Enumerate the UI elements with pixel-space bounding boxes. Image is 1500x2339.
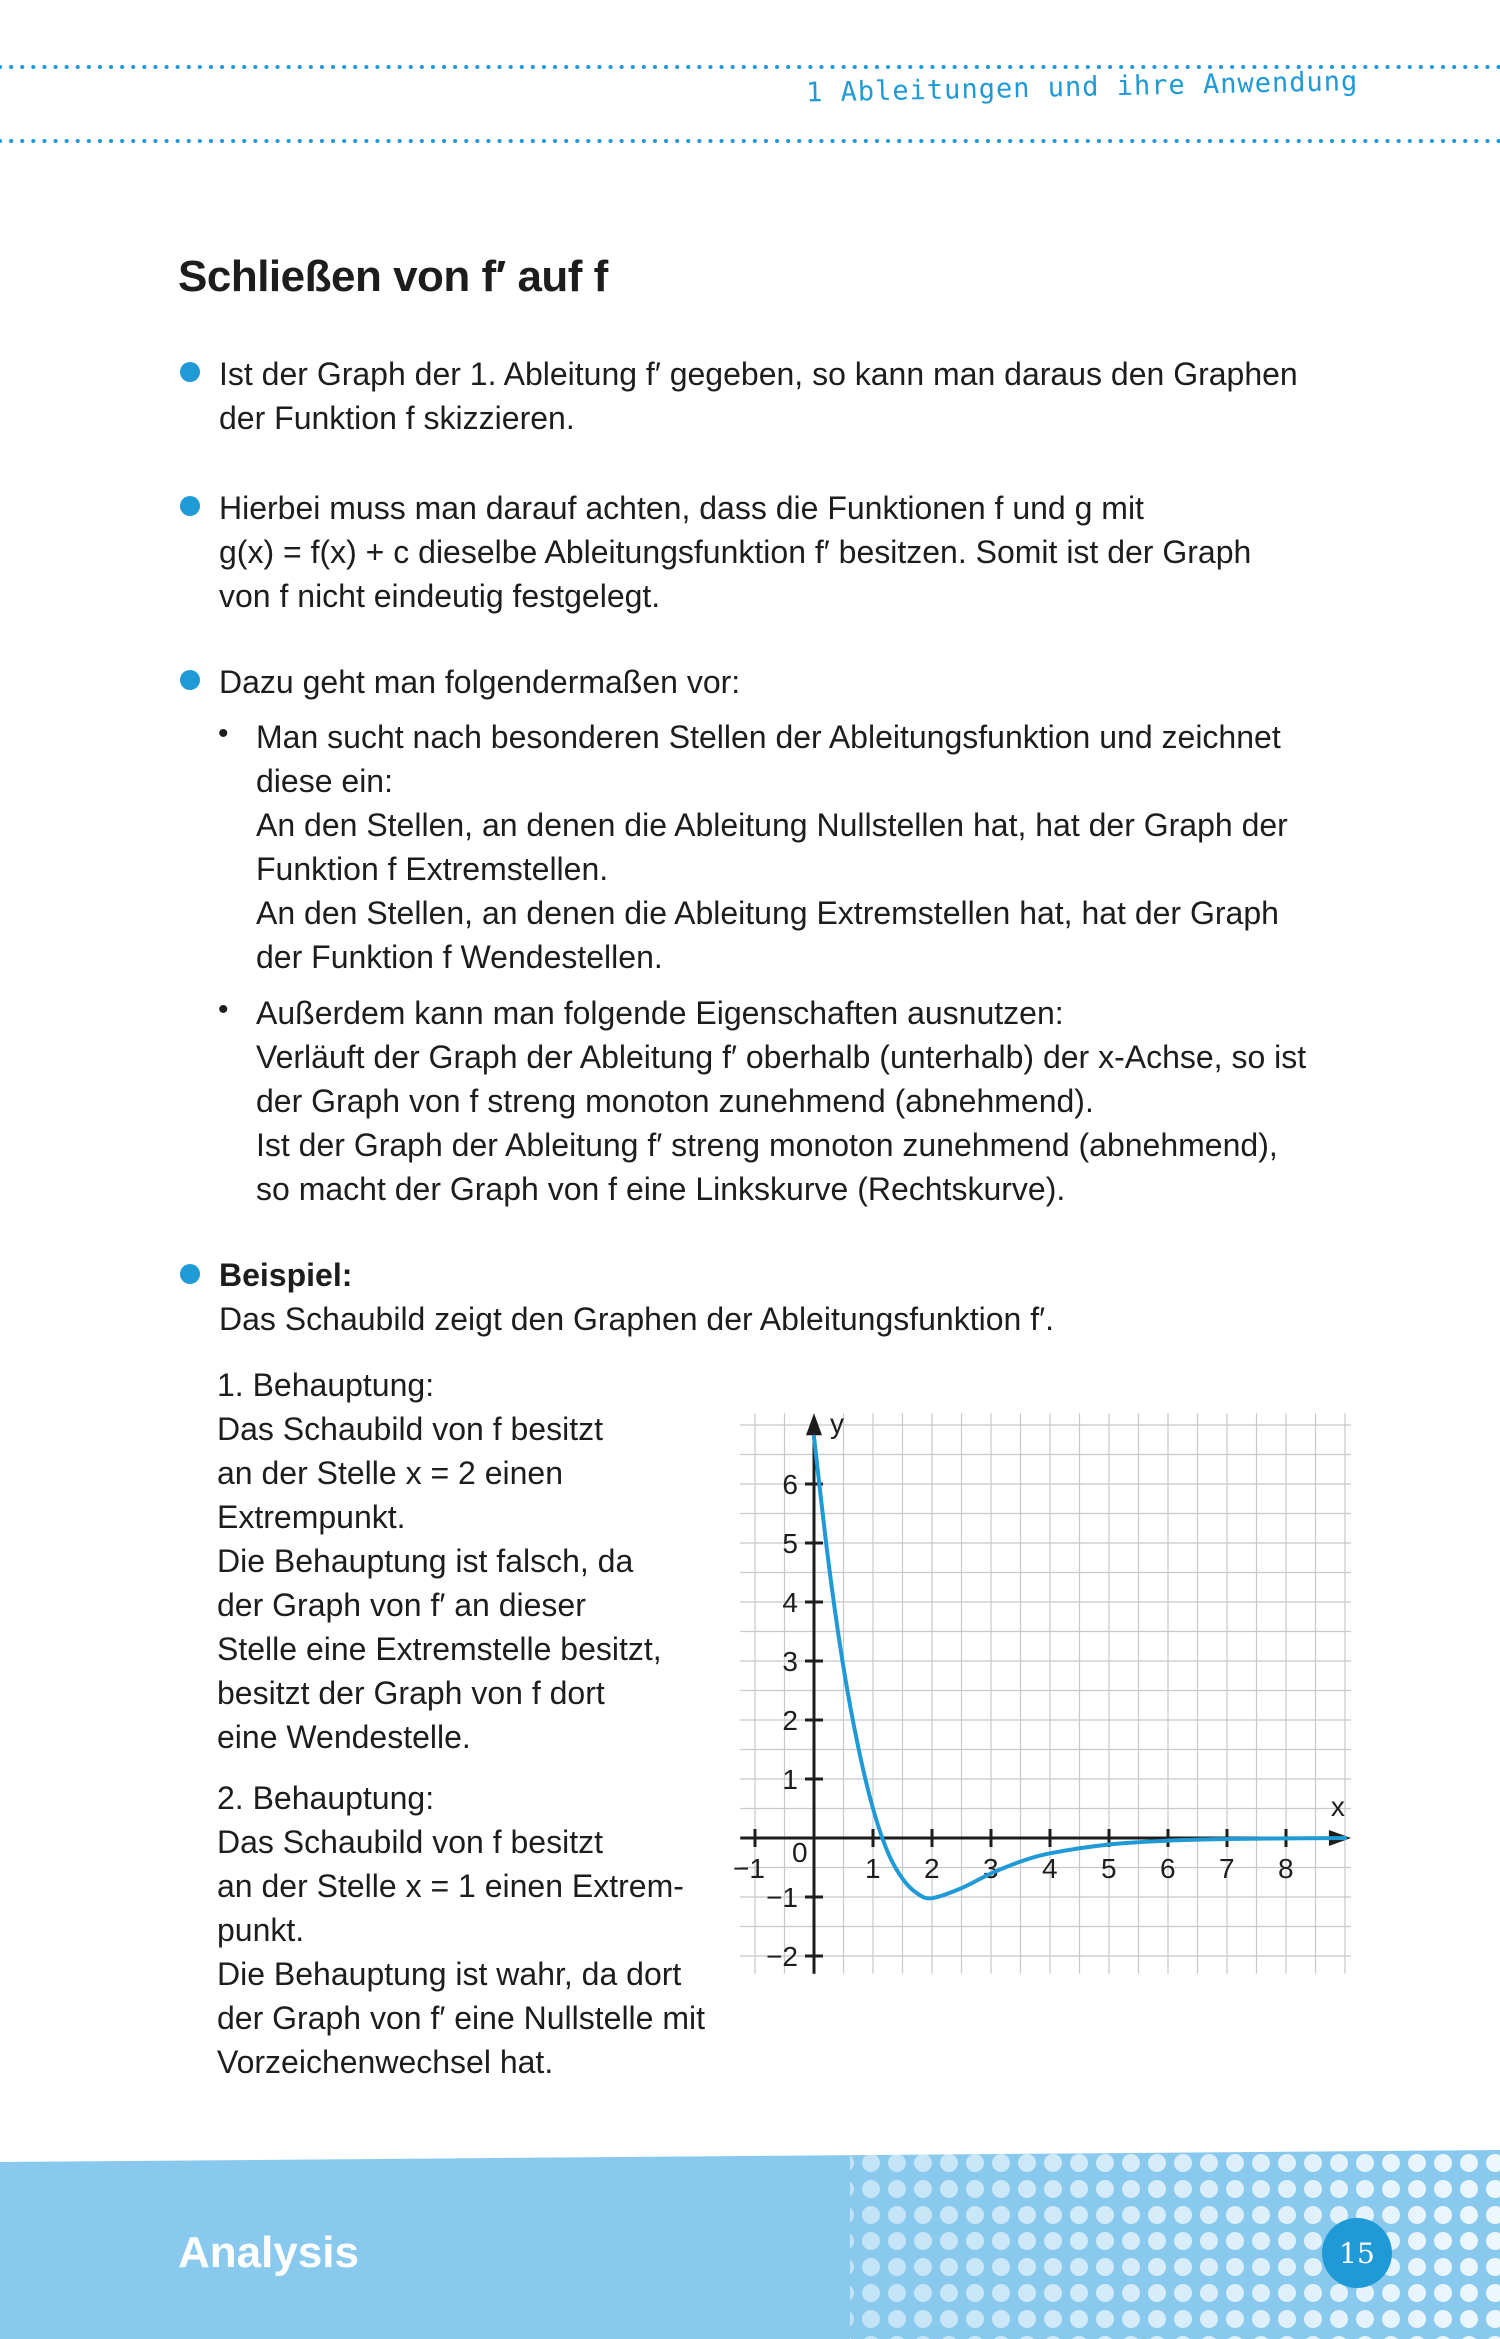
text-line: der Funktion f skizzieren. [219, 400, 575, 436]
x-tick-label: 6 [1160, 1853, 1176, 1884]
y-tick-label: 1 [782, 1764, 798, 1795]
text-line: Außerdem kann man folgende Eigenschaften ausnutzen: [256, 995, 1064, 1031]
text-line: der Graph von f′ eine Nullstelle mit [217, 2000, 705, 2036]
text-line: Das Schaubild von f besitzt [217, 1824, 603, 1860]
text-line: Ist der Graph der Ableitung f′ streng monoton zunehmend (abnehmend), [256, 1127, 1278, 1163]
x-tick-label: 5 [1101, 1853, 1117, 1884]
text-line: g(x) = f(x) + c dieselbe Ableitungsfunktion f′ besitzen. Somit ist der Graph [219, 534, 1252, 570]
text-line: Die Behauptung ist wahr, da dort [217, 1956, 682, 1992]
sub-bullet-dot: • [218, 993, 229, 1026]
text-line: so macht der Graph von f eine Linkskurve (Rechtskurve). [256, 1171, 1066, 1207]
bullet-dot [180, 670, 200, 690]
y-tick-label: 2 [782, 1705, 798, 1736]
bullet-1-text [219, 352, 1359, 440]
text-line: Hierbei muss man darauf achten, dass die Funktionen f und g mit [219, 490, 1144, 526]
y-axis-label: y [830, 1408, 844, 1440]
bullet-dot [180, 1264, 200, 1284]
text-line: Vorzeichenwechsel hat. [217, 2044, 554, 2080]
text-line: diese ein: [256, 763, 393, 799]
y-axis-arrow [806, 1413, 822, 1435]
text-line: Verläuft der Graph der Ableitung f′ oberhalb (unterhalb) der x-Achse, so ist [256, 1039, 1307, 1075]
x-tick-label: 0 [792, 1837, 808, 1868]
text-line: Ist der Graph der 1. Ableitung f′ gegeben, so kann man daraus den Graphen [219, 356, 1298, 392]
page-number: 15 [1322, 2218, 1392, 2288]
text-line: An den Stellen, an denen die Ableitung Extremstellen hat, hat der Graph [256, 895, 1279, 931]
grid [740, 1413, 1351, 1974]
text-line: besitzt der Graph von f dort [217, 1675, 605, 1711]
text-line: von f nicht eindeutig festgelegt. [219, 578, 661, 614]
y-tick-label: 4 [782, 1587, 798, 1618]
section-title: Schließen von f′ auf f [178, 252, 608, 301]
y-tick-label: 5 [782, 1528, 798, 1559]
text-line: Das Schaubild von f besitzt [217, 1411, 603, 1447]
text-line: 2. Behauptung: [217, 1780, 435, 1816]
derivative-graph [730, 1370, 1370, 1972]
text-line: der Graph von f streng monoton zunehmend (abnehmend). [256, 1083, 1094, 1119]
claim-1 [217, 1363, 737, 1759]
x-tick-label: 7 [1219, 1853, 1235, 1884]
x-tick-label: 1 [865, 1853, 881, 1884]
y-tick-label: −2 [766, 1941, 798, 1972]
x-tick-label: 4 [1042, 1853, 1058, 1884]
text-line: Stelle eine Extremstelle besitzt, [217, 1631, 662, 1667]
claim-2 [217, 1776, 737, 2084]
text-line: an der Stelle x = 2 einen [217, 1455, 564, 1491]
example-intro [219, 1253, 1359, 1341]
bullet-3-intro [219, 660, 1359, 704]
text-line: An den Stellen, an denen die Ableitung Nullstellen hat, hat der Graph der [256, 807, 1288, 843]
sub-bullet-dot: • [218, 717, 229, 750]
text-line: Extrempunkt. [217, 1499, 406, 1535]
axes [740, 1413, 1351, 1974]
bullet-dot [180, 362, 200, 382]
text-line: Dazu geht man folgendermaßen vor: [219, 664, 741, 700]
x-axis-label: x [1330, 1791, 1345, 1822]
chapter-header: 1 Ableitungen und ihre Anwendung [805, 66, 1359, 109]
y-tick-label: 6 [782, 1469, 798, 1500]
x-tick-label: 3 [983, 1853, 999, 1884]
text-line: Man sucht nach besonderen Stellen der Ableitungsfunktion und zeichnet [256, 719, 1281, 755]
example-description: Das Schaubild zeigt den Graphen der Ableitungsfunktion f′. [219, 1301, 1054, 1337]
y-tick-label: 3 [782, 1646, 798, 1677]
x-tick-label: 8 [1278, 1853, 1294, 1884]
text-line: eine Wendestelle. [217, 1719, 471, 1755]
text-line: Funktion f Extremstellen. [256, 851, 609, 887]
sub-item-1 [256, 715, 1376, 979]
text-line: 1. Behauptung: [217, 1367, 435, 1403]
example-label: Beispiel: [219, 1257, 353, 1293]
y-tick-label: −1 [766, 1882, 798, 1913]
text-line: Die Behauptung ist falsch, da [217, 1543, 634, 1579]
header-dotted-line-bottom [0, 134, 1500, 148]
x-tick-label: 2 [924, 1853, 940, 1884]
bullet-2-text [219, 486, 1359, 618]
x-tick-label: −1 [733, 1853, 765, 1884]
text-line: der Graph von f′ an dieser [217, 1587, 586, 1623]
text-line: an der Stelle x = 1 einen Extrem- [217, 1868, 684, 1904]
sub-item-2 [256, 991, 1376, 1211]
text-line: der Funktion f Wendestellen. [256, 939, 663, 975]
footer-section-label: Analysis [178, 2228, 359, 2277]
bullet-dot [180, 496, 200, 516]
text-line: punkt. [217, 1912, 305, 1948]
